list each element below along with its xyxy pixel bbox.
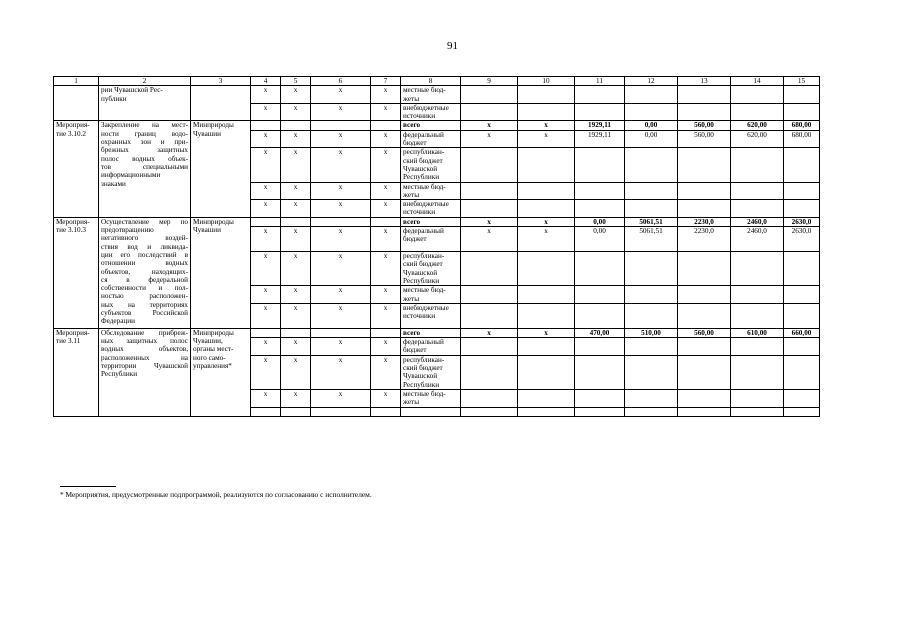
cell-value: 660,00 <box>784 328 820 337</box>
cell-value <box>575 86 625 104</box>
cell-executor: Минприроды Чувашии, органы мест- ного само- управления* <box>191 328 251 416</box>
cell-x: x <box>281 148 311 182</box>
cell-value <box>678 148 731 182</box>
column-header: 6 <box>311 77 371 86</box>
cell-x: x <box>311 86 371 104</box>
cell-value: 0,00 <box>575 227 625 252</box>
cell-x: x <box>281 303 311 328</box>
cell-x: x <box>311 252 371 286</box>
cell-value: 5061,51 <box>625 227 678 252</box>
cell-value <box>461 103 518 121</box>
cell-x: x <box>251 252 281 286</box>
cell-source: внебюджетные источники <box>401 103 461 121</box>
column-header: 12 <box>625 77 678 86</box>
cell-value: 680,00 <box>784 130 820 148</box>
cell-value <box>518 200 575 218</box>
cell-value <box>575 148 625 182</box>
cell-x: x <box>251 338 281 356</box>
cell-x: x <box>251 303 281 328</box>
cell-x: x <box>251 286 281 304</box>
cell-x: x <box>518 121 575 130</box>
cell-empty <box>371 328 401 337</box>
page-number: 91 <box>447 40 458 52</box>
cell-empty <box>251 407 281 416</box>
cell-x: x <box>281 86 311 104</box>
cell-value: 560,00 <box>678 328 731 337</box>
table-header-row <box>54 77 820 86</box>
cell-x: x <box>251 227 281 252</box>
cell-value <box>731 148 784 182</box>
cell-source: республикан- ский бюджет Чувашской Республики <box>401 148 461 182</box>
cell-value <box>731 407 784 416</box>
cell-x: x <box>311 103 371 121</box>
cell-value <box>731 389 784 407</box>
cell-value <box>678 252 731 286</box>
cell-x: x <box>281 103 311 121</box>
cell-value <box>731 182 784 200</box>
cell-x: x <box>311 338 371 356</box>
cell-x: x <box>311 182 371 200</box>
cell-value <box>518 355 575 389</box>
cell-x: x <box>371 182 401 200</box>
cell-x: x <box>461 121 518 130</box>
cell-x: x <box>251 200 281 218</box>
cell-x: x <box>518 328 575 337</box>
cell-value <box>784 103 820 121</box>
cell-value: 560,00 <box>678 121 731 130</box>
cell-name: рии Чувашской Рес- публики <box>99 86 191 121</box>
cell-executor: Минприроды Чувашии <box>191 121 251 217</box>
cell-value <box>678 182 731 200</box>
cell-executor <box>191 86 251 121</box>
footnote-divider <box>60 486 116 487</box>
cell-empty <box>251 121 281 130</box>
cell-source: всего <box>401 217 461 226</box>
cell-value <box>678 103 731 121</box>
cell-value <box>461 303 518 328</box>
column-header: 15 <box>784 77 820 86</box>
cell-value <box>784 200 820 218</box>
cell-empty <box>251 217 281 226</box>
cell-value: 2630,0 <box>784 227 820 252</box>
cell-value <box>518 286 575 304</box>
cell-value <box>625 148 678 182</box>
cell-value <box>518 103 575 121</box>
cell-value: 470,00 <box>575 328 625 337</box>
column-header: 2 <box>99 77 191 86</box>
cell-value <box>731 103 784 121</box>
cell-empty <box>281 217 311 226</box>
cell-value <box>625 252 678 286</box>
cell-value <box>784 389 820 407</box>
cell-value <box>518 303 575 328</box>
cell-value <box>575 389 625 407</box>
cell-empty <box>311 121 371 130</box>
cell-executor: Минприроды Чувашии <box>191 217 251 328</box>
cell-source: местные бюд- жеты <box>401 86 461 104</box>
cell-value <box>731 303 784 328</box>
cell-value <box>731 252 784 286</box>
footnote: * Мероприятия, предусмотренные подпрограммой, реализуются по согласованию с исполнителем. <box>60 490 372 499</box>
cell-source: местные бюд- жеты <box>401 286 461 304</box>
cell-value <box>575 252 625 286</box>
cell-x: x <box>461 328 518 337</box>
cell-value <box>678 407 731 416</box>
cell-value: 560,00 <box>678 130 731 148</box>
cell-value: 2230,0 <box>678 227 731 252</box>
cell-empty <box>311 407 371 416</box>
cell-value <box>731 86 784 104</box>
table-row <box>54 121 820 130</box>
cell-x: x <box>518 217 575 226</box>
cell-value: 2630,0 <box>784 217 820 226</box>
cell-x: x <box>311 303 371 328</box>
cell-value <box>784 182 820 200</box>
cell-value <box>678 200 731 218</box>
budget-table <box>53 76 820 417</box>
cell-source: внебюджетные источники <box>401 303 461 328</box>
cell-value <box>678 303 731 328</box>
cell-source: республикан- ский бюджет Чувашской Республики <box>401 252 461 286</box>
cell-value <box>461 252 518 286</box>
cell-value: 2460,0 <box>731 227 784 252</box>
cell-empty <box>371 217 401 226</box>
cell-value <box>575 286 625 304</box>
cell-x: x <box>311 200 371 218</box>
cell-value <box>461 182 518 200</box>
cell-empty <box>311 328 371 337</box>
cell-value <box>731 200 784 218</box>
cell-value <box>518 338 575 356</box>
cell-empty <box>281 121 311 130</box>
cell-x: x <box>461 130 518 148</box>
cell-value <box>625 286 678 304</box>
cell-value: 620,00 <box>731 121 784 130</box>
cell-x: x <box>281 286 311 304</box>
cell-code: Мероприя- тие 3.10.2 <box>54 121 99 217</box>
cell-x: x <box>281 227 311 252</box>
cell-value: 1929,11 <box>575 130 625 148</box>
cell-value <box>518 148 575 182</box>
cell-value <box>575 338 625 356</box>
cell-x: x <box>371 338 401 356</box>
cell-value <box>784 407 820 416</box>
cell-value <box>461 148 518 182</box>
cell-value <box>575 182 625 200</box>
cell-name: Обследование прибреж- ных защитных полос водных объектов, расположенных на территории Чувашской Республики <box>99 328 191 416</box>
cell-x: x <box>371 227 401 252</box>
cell-value: 620,00 <box>731 130 784 148</box>
cell-value <box>678 389 731 407</box>
column-header: 7 <box>371 77 401 86</box>
cell-x: x <box>311 130 371 148</box>
cell-x: x <box>371 103 401 121</box>
cell-x: x <box>371 286 401 304</box>
cell-value <box>461 338 518 356</box>
cell-x: x <box>461 217 518 226</box>
cell-value <box>784 286 820 304</box>
cell-x: x <box>251 389 281 407</box>
cell-value: 5061,51 <box>625 217 678 226</box>
cell-value <box>625 355 678 389</box>
cell-value <box>678 355 731 389</box>
cell-value <box>575 407 625 416</box>
cell-value <box>518 252 575 286</box>
cell-x: x <box>311 355 371 389</box>
cell-value <box>731 355 784 389</box>
cell-code <box>54 86 99 121</box>
cell-value <box>625 86 678 104</box>
cell-x: x <box>371 303 401 328</box>
cell-x: x <box>281 252 311 286</box>
column-header: 3 <box>191 77 251 86</box>
cell-value <box>678 286 731 304</box>
cell-value: 680,00 <box>784 121 820 130</box>
cell-source: местные бюд- жеты <box>401 182 461 200</box>
column-header: 14 <box>731 77 784 86</box>
column-header: 11 <box>575 77 625 86</box>
cell-x: x <box>281 200 311 218</box>
column-header: 9 <box>461 77 518 86</box>
cell-value: 0,00 <box>575 217 625 226</box>
cell-empty <box>371 121 401 130</box>
cell-x: x <box>461 227 518 252</box>
cell-value <box>625 182 678 200</box>
cell-x: x <box>371 130 401 148</box>
cell-value <box>575 355 625 389</box>
cell-empty <box>251 328 281 337</box>
cell-source: федеральный бюджет <box>401 130 461 148</box>
cell-x: x <box>281 389 311 407</box>
cell-source: внебюджетные источники <box>401 200 461 218</box>
column-header: 10 <box>518 77 575 86</box>
cell-empty <box>281 328 311 337</box>
cell-x: x <box>311 227 371 252</box>
table-row <box>54 217 820 226</box>
column-header: 8 <box>401 77 461 86</box>
cell-value <box>461 200 518 218</box>
cell-source: федеральный бюджет <box>401 338 461 356</box>
cell-source: республикан- ский бюджет Чувашской Республики <box>401 355 461 389</box>
cell-value <box>784 355 820 389</box>
column-header: 5 <box>281 77 311 86</box>
cell-x: x <box>251 130 281 148</box>
cell-value: 0,00 <box>625 130 678 148</box>
cell-value <box>575 303 625 328</box>
cell-x: x <box>251 148 281 182</box>
cell-value: 610,00 <box>731 328 784 337</box>
cell-value <box>461 407 518 416</box>
cell-value: 2460,0 <box>731 217 784 226</box>
cell-empty <box>311 217 371 226</box>
cell-name: Осуществление мер по предотвращению негативного воздей- ствия вод и ликвида- ции его последствий в отношении водных объектов, находящих- ся в федеральной собственности и пол- ностью расположен- ных на территориях субъектов Российской Федерации <box>99 217 191 328</box>
cell-x: x <box>371 148 401 182</box>
cell-x: x <box>518 227 575 252</box>
cell-x: x <box>251 103 281 121</box>
column-header: 13 <box>678 77 731 86</box>
cell-value <box>784 252 820 286</box>
cell-value <box>518 389 575 407</box>
cell-x: x <box>281 130 311 148</box>
cell-empty <box>371 407 401 416</box>
cell-value <box>625 407 678 416</box>
cell-x: x <box>371 389 401 407</box>
cell-x: x <box>281 338 311 356</box>
cell-value <box>731 286 784 304</box>
cell-value <box>784 303 820 328</box>
cell-value <box>518 182 575 200</box>
cell-value <box>784 338 820 356</box>
cell-source: местные бюд- жеты <box>401 389 461 407</box>
cell-value <box>784 86 820 104</box>
cell-name: Закрепление на мест- ности границ водо- охранных зон и при- брежных защитных полос водных объек- тов специальными информационными знаками <box>99 121 191 217</box>
cell-value: 2230,0 <box>678 217 731 226</box>
cell-value: 1929,11 <box>575 121 625 130</box>
table-row <box>54 328 820 337</box>
cell-value <box>625 303 678 328</box>
cell-x: x <box>281 182 311 200</box>
cell-source: всего <box>401 328 461 337</box>
cell-x: x <box>251 355 281 389</box>
cell-value <box>575 103 625 121</box>
cell-empty <box>281 407 311 416</box>
cell-x: x <box>311 148 371 182</box>
cell-value <box>784 148 820 182</box>
cell-value <box>461 286 518 304</box>
cell-value <box>678 338 731 356</box>
cell-x: x <box>518 130 575 148</box>
cell-code: Мероприя- тие 3.11 <box>54 328 99 416</box>
cell-empty <box>401 407 461 416</box>
cell-value <box>518 407 575 416</box>
cell-value: 0,00 <box>625 121 678 130</box>
cell-value <box>625 389 678 407</box>
cell-value <box>461 355 518 389</box>
cell-x: x <box>371 252 401 286</box>
cell-source: всего <box>401 121 461 130</box>
cell-x: x <box>311 389 371 407</box>
cell-value: 510,00 <box>625 328 678 337</box>
cell-code: Мероприя- тие 3.10.3 <box>54 217 99 328</box>
cell-value <box>461 86 518 104</box>
cell-x: x <box>371 200 401 218</box>
column-header: 4 <box>251 77 281 86</box>
cell-x: x <box>371 355 401 389</box>
cell-x: x <box>281 355 311 389</box>
cell-x: x <box>251 86 281 104</box>
cell-value <box>625 200 678 218</box>
column-header: 1 <box>54 77 99 86</box>
cell-value <box>731 338 784 356</box>
cell-x: x <box>371 86 401 104</box>
cell-value <box>625 103 678 121</box>
cell-x: x <box>251 182 281 200</box>
cell-value <box>678 86 731 104</box>
cell-value <box>518 86 575 104</box>
cell-value <box>575 200 625 218</box>
cell-value <box>625 338 678 356</box>
cell-source: федеральный бюджет <box>401 227 461 252</box>
cell-x: x <box>311 286 371 304</box>
cell-value <box>461 389 518 407</box>
table-row <box>54 86 820 104</box>
